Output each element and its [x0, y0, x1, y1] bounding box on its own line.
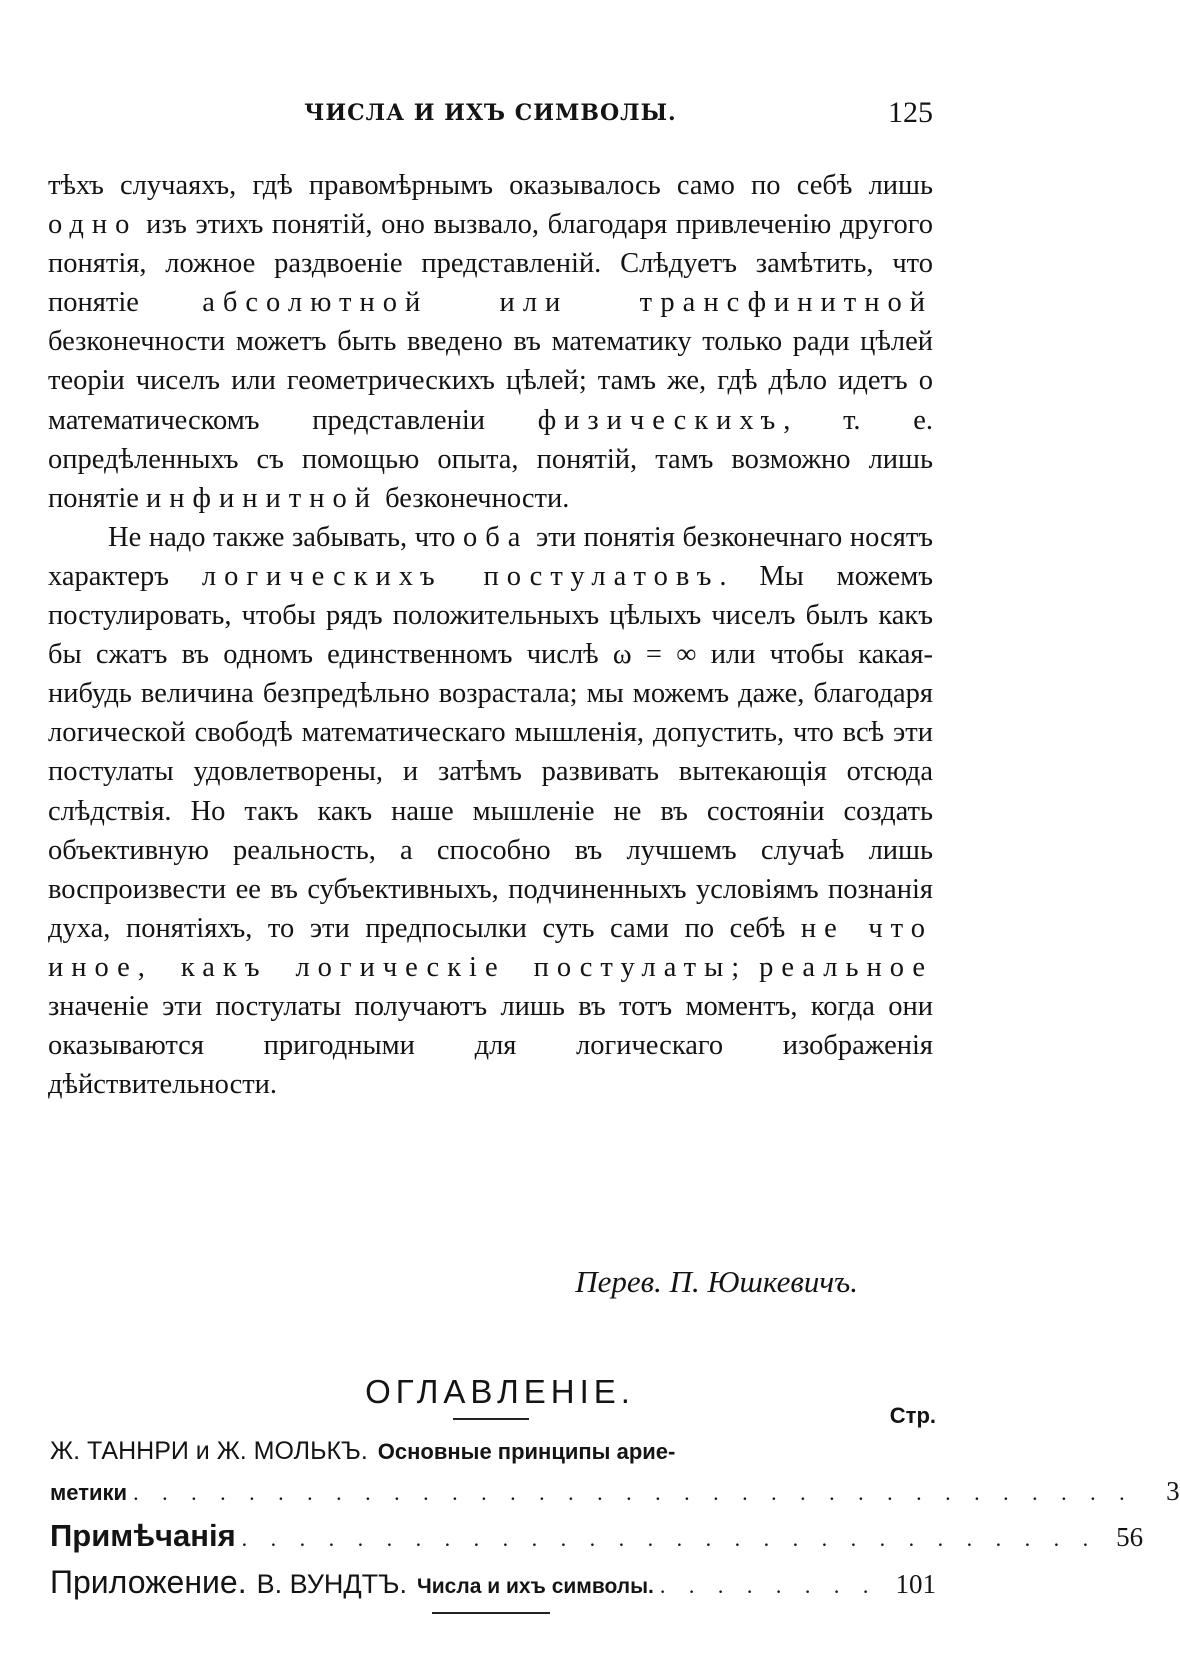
text-run: изъ этихъ понятій, оно вызвало, благодаря привлеченію другого понятія, ложное раздвоеніе представленій. Слѣдуетъ замѣтить, что понятіе: [48, 209, 933, 319]
bottom-divider: [432, 1612, 550, 1614]
translator-credit: Перев. П. Юшкевичъ.: [575, 1264, 858, 1299]
toc-author: В. ВУНДТЪ.: [256, 1569, 408, 1599]
toc-entry-row: [50, 1564, 936, 1601]
text-run: . Мы можемъ постулировать, чтобы рядъ положительныхъ цѣлыхъ чиселъ былъ какъ бы сжатъ въ одномъ единственномъ числѣ ω = ∞ или чтобы какая-нибудь величина безпредѣльно возрастала; мы можемъ даже, благодаря логической свободѣ математическаго мышленія, допустить, что всѣ эти постулаты удовлетворены, и затѣмъ развивать вытекающія отсюда слѣдствія. Но такъ какъ наше мышленіе не въ состояніи создать объективную реальность, а способно въ лучшемъ случаѣ лишь воспроизвести ее въ субъективныхъ, подчиненныхъ условіямъ познанія духа, понятіяхъ, то эти предпосылки суть сами по себѣ: [48, 560, 933, 944]
spaced-emphasis: одно: [48, 209, 138, 241]
toc-entry: [50, 1564, 936, 1601]
toc-page: 3: [1166, 1476, 1180, 1506]
text-run: , т. е. опредѣленныхъ съ помощью опыта, понятій, тамъ возможно лишь понятіе: [48, 404, 933, 514]
dot-leader: . . . . . . . . . . . . . . . . . . . . . . . . . . . . . .: [241, 1526, 1098, 1551]
dot-leader: . . . . . . . . . . . . . . . . . . . . . . . . . . . . . . . . . . .: [133, 1480, 1134, 1505]
spaced-emphasis: абсолютной или трансфинитной: [202, 287, 933, 319]
page-header: [48, 96, 933, 136]
spaced-emphasis: логическихъ постулатовъ: [201, 560, 720, 592]
text-run: ;: [731, 951, 760, 983]
paragraph-2: [48, 518, 933, 1104]
toc-work-title: Основные принципы арие-: [377, 1439, 676, 1464]
toc-entry-1-line-1: [50, 1437, 936, 1466]
text-run: значеніе эти постулаты получаютъ лишь въ тотъ моментъ, когда они оказываются пригодными для логическаго изображенія дѣйствительности.: [48, 990, 933, 1101]
spaced-emphasis: оба: [463, 521, 529, 553]
spaced-emphasis: инфинитной: [146, 482, 378, 514]
toc-entry-1-line-2: [50, 1476, 1180, 1507]
paragraph-1: [48, 166, 933, 518]
toc-page: 101: [895, 1569, 936, 1599]
spaced-emphasis: не что иное, какъ логическіе постулаты: [48, 912, 933, 983]
text-run: тѣхъ случаяхъ, гдѣ правомѣрнымъ оказывалось само по себѣ лишь: [48, 170, 933, 201]
dot-leader: . . . . . . . .: [659, 1573, 878, 1598]
body-text: [48, 166, 933, 1104]
toc-title: ОГЛАВЛЕНІЕ.: [365, 1373, 635, 1410]
toc-entry: [50, 1518, 1144, 1554]
running-title: ЧИСЛА И ИХЪ СИМВОЛЫ.: [304, 100, 677, 126]
toc-page-column-header: Стр.: [889, 1403, 936, 1428]
spaced-emphasis: реальное: [759, 951, 934, 983]
toc-page: 56: [1116, 1522, 1144, 1552]
toc-entry-row: [50, 1518, 1144, 1554]
toc-divider: [453, 1418, 529, 1420]
toc-author: Ж. ТАННРИ и Ж. МОЛЬКЪ.: [50, 1437, 368, 1465]
toc-label: Примѣчанія: [50, 1518, 236, 1553]
text-run: Не надо также забывать, что: [108, 521, 464, 553]
text-run: эти понятія безконечнаго носятъ характеръ: [48, 521, 934, 592]
text-run: безконечности можетъ быть введено въ математику только ради цѣлей теоріи чиселъ или геометрическихъ цѣлей; тамъ же, гдѣ дѣло идетъ о математическомъ представленіи: [48, 326, 933, 436]
page-number: 125: [888, 96, 933, 129]
text-run: безконечности.: [377, 482, 570, 514]
toc-prefix: Приложение.: [50, 1564, 247, 1600]
toc-work-title: Числа и ихъ символы.: [417, 1575, 654, 1598]
spaced-emphasis: физическихъ: [537, 404, 784, 436]
toc-work-title-continuation: метики: [50, 1480, 128, 1505]
